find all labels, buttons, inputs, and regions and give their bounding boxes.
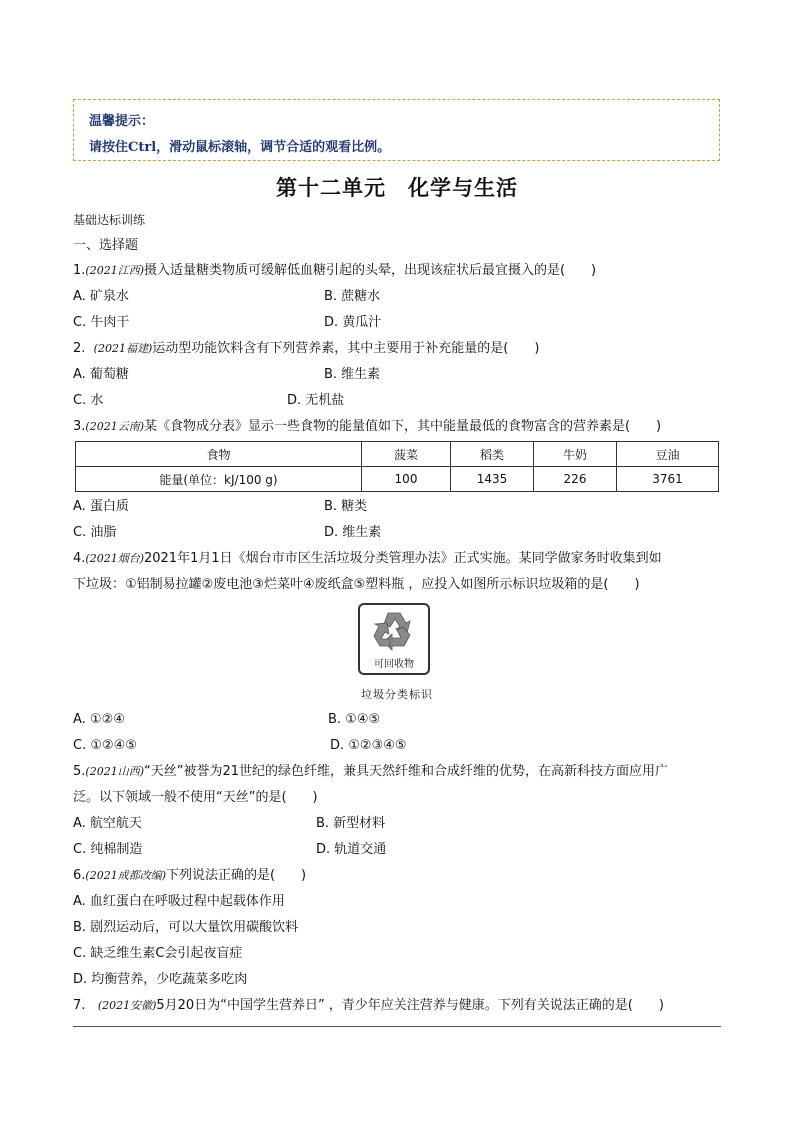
option-d: D. 维生素 <box>324 525 382 540</box>
question-7 <box>73 998 664 1014</box>
question-text: 下列说法正确的是( ) <box>165 868 307 883</box>
question-number: 3. <box>73 419 86 434</box>
option-d: D. 轨道交通 <box>316 842 387 857</box>
question-source: (2021云南) <box>85 420 144 433</box>
option-c: C. 水 <box>73 393 104 408</box>
table-cell: 牛奶 <box>534 442 617 467</box>
table-header-row <box>76 442 719 467</box>
question-4-continued: 下垃圾：①铝制易拉罐②废电池③烂菜叶④废纸盒⑤塑料瓶 ，应投入如图所示标识垃圾箱的是( ) <box>73 577 640 592</box>
question-source: (2021福建) <box>93 342 153 355</box>
question-number: 2. <box>73 341 86 356</box>
table-cell: 100 <box>362 467 451 492</box>
question-text: 2021年1月1日《烟台市市区生活垃圾分类管理办法》正式实施。某同学做家务时收集到如 <box>143 551 662 566</box>
question-text: 5月20日为“中国学生营养日” ，青少年应关注营养与健康。下列有关说法正确的是( ) <box>156 998 664 1013</box>
option-c: C. 缺乏维生素C会引起夜盲症 <box>73 946 243 961</box>
page-title: 第十二单元 化学与生活 <box>276 176 518 200</box>
question-2 <box>73 341 539 357</box>
question-3 <box>73 419 661 435</box>
option-d: D. ①②③④⑤ <box>330 738 407 753</box>
question-source: (2021安徽) <box>97 999 157 1012</box>
option-c: C. ①②④⑤ <box>73 738 137 753</box>
question-source: (2021江西) <box>85 264 144 277</box>
footer-divider <box>73 1026 721 1027</box>
recycle-sign <box>358 603 430 675</box>
question-source: (2021成都改编) <box>85 869 166 882</box>
option-b: B. 维生素 <box>324 367 381 382</box>
recycle-icon <box>360 605 428 657</box>
recycle-label: 可回收物 <box>374 659 414 670</box>
question-number: 6. <box>73 868 86 883</box>
question-4 <box>73 551 662 567</box>
option-a: A. 航空航天 <box>73 816 142 831</box>
tip-text: 请按住Ctrl，滑动鼠标滚轴，调节合适的观看比例。 <box>89 140 391 155</box>
option-b: B. 新型材料 <box>316 816 386 831</box>
table-cell: 稻类 <box>451 442 534 467</box>
question-6 <box>73 868 306 884</box>
option-d: D. 均衡营养，少吃蔬菜多吃肉 <box>73 972 248 987</box>
question-text: “天丝”被誉为21世纪的绿色纤维，兼具天然纤维和合成纤维的优势，在高新科技方面应用广 <box>143 764 668 779</box>
option-d: D. 黄瓜汁 <box>324 315 382 330</box>
table-cell: 1435 <box>451 467 534 492</box>
tip-title: 温馨提示： <box>89 114 155 129</box>
question-text: 某《食物成分表》显示一些食物的能量值如下，其中能量最低的食物富含的营养素是( ) <box>143 419 662 434</box>
option-d: D. 无机盐 <box>287 393 345 408</box>
figure-caption: 垃圾分类标识 <box>361 688 433 701</box>
table-cell: 能量(单位：kJ/100 g) <box>76 467 362 492</box>
question-1 <box>73 263 596 279</box>
option-b: B. 蔗糖水 <box>324 289 381 304</box>
table-cell: 豆油 <box>617 442 719 467</box>
part-heading: 一、选择题 <box>73 238 139 253</box>
option-b: B. ①④⑤ <box>328 712 381 727</box>
question-text: 运动型功能饮料含有下列营养素，其中主要用于补充能量的是( ) <box>152 341 540 356</box>
option-a: A. 血红蛋白在呼吸过程中起载体作用 <box>73 894 285 909</box>
option-a: A. ①②④ <box>73 712 125 727</box>
question-number: 4. <box>73 551 86 566</box>
option-a: A. 蛋白质 <box>73 499 129 514</box>
question-text: 摄入适量糖类物质可缓解低血糖引起的头晕，出现该症状后最宜摄入的是( ) <box>143 263 597 278</box>
table-row <box>76 467 719 492</box>
question-5-continued: 泛。以下领域一般不使用“天丝”的是( ) <box>73 790 318 805</box>
option-a: A. 葡萄糖 <box>73 367 129 382</box>
question-number: 5. <box>73 764 86 779</box>
question-number: 1. <box>73 263 86 278</box>
table-cell: 食物 <box>76 442 362 467</box>
section-heading: 基础达标训练 <box>73 213 146 227</box>
option-c: C. 纯棉制造 <box>73 842 143 857</box>
option-c: C. 油脂 <box>73 525 117 540</box>
option-b: B. 糖类 <box>324 499 368 514</box>
question-source: (2021山西) <box>85 765 144 778</box>
question-source: (2021烟台) <box>85 552 144 565</box>
question-number: 7. <box>73 998 86 1013</box>
tip-box <box>73 99 720 161</box>
table-cell: 226 <box>534 467 617 492</box>
option-b: B. 剧烈运动后，可以大量饮用碳酸饮料 <box>73 920 299 935</box>
option-a: A. 矿泉水 <box>73 289 129 304</box>
energy-table <box>75 441 719 492</box>
table-cell: 菠菜 <box>362 442 451 467</box>
option-c: C. 牛肉干 <box>73 315 130 330</box>
table-cell: 3761 <box>617 467 719 492</box>
question-5 <box>73 764 668 780</box>
